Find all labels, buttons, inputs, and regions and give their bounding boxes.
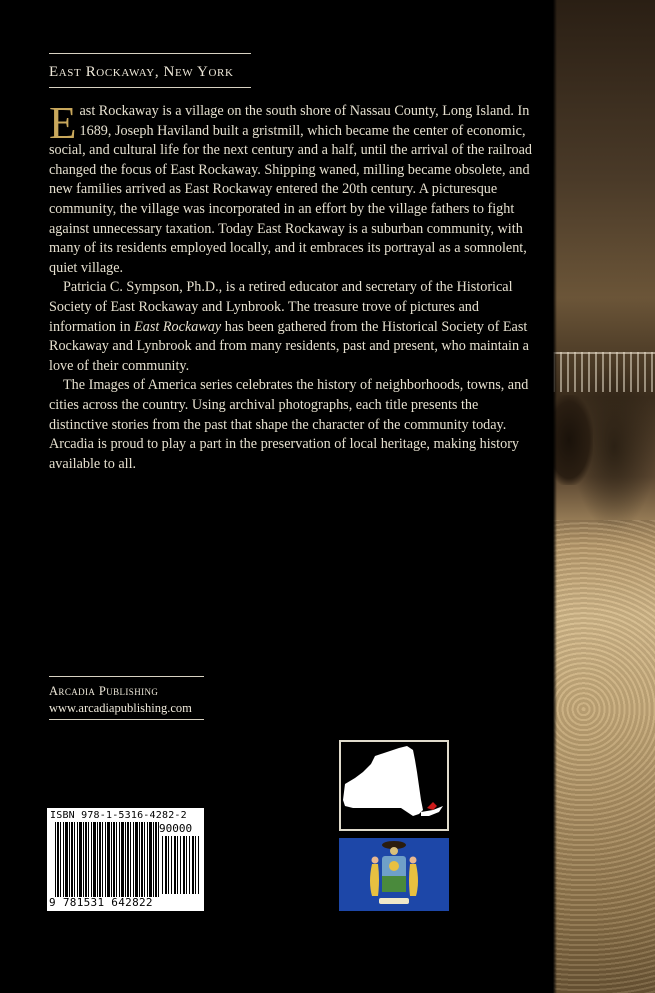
- publisher-name: Arcadia Publishing: [49, 684, 159, 698]
- photo-fence: [553, 352, 655, 392]
- barcode-digits: 9 781531 642822: [49, 896, 153, 909]
- paragraph-intro: [49, 98, 539, 278]
- page-title: East Rockaway, New York: [49, 64, 234, 80]
- new-york-state-flag-icon: [339, 838, 449, 911]
- publisher-rule-bottom: [49, 719, 204, 720]
- state-flag-box: [339, 838, 449, 911]
- photo-road: [553, 520, 655, 993]
- drop-cap: E: [49, 98, 77, 148]
- paragraph-author-text-a: Patricia C. Sympson, Ph.D., is a retired educator and secretary of the Historical Society of East Rockaway and Lynbrook. The treasure trove of pictures and information in: [49, 279, 513, 335]
- state-map-box: [339, 740, 449, 831]
- paragraph-author: [49, 278, 539, 376]
- paragraph-series: The Images of America series celebrates the history of neighborhoods, towns, and cities across the country. Using archival photographs, each title presents the distinctive stories from the past that shape the character of the community today. Arcadia is proud to play a part in the preservation of local heritage, making history available to all.: [49, 377, 529, 472]
- photo-figure: [553, 395, 593, 485]
- title-rule-bottom: [49, 87, 251, 88]
- isbn-barcode: [47, 808, 204, 911]
- photo-edge-shadow: [553, 0, 557, 993]
- title-rule-top: [49, 53, 251, 54]
- publisher-block: [49, 683, 192, 717]
- book-title-italic: East Rockaway: [134, 318, 222, 335]
- price-barcode-bars: [162, 836, 201, 894]
- cover-photo-strip: [553, 0, 655, 993]
- price-code: 90000: [159, 822, 193, 835]
- paragraph-intro-text: ast Rockaway is a village on the south shore of Nassau County, Long Island. In 1689, Joseph Haviland built a gristmill, which became the center of economic, social, and cultural life for the next century and a half, until the arrival of the railroad changed the focus of East Rockaway. Shipping waned, milling became obsolete, and new families arrived as East Rockaway entered the 20th century. A picturesque community, the village was incorporated in an effort by the village fathers to fight against unnecessary taxation. Today East Rockaway is a suburban community, with many of its residents employed locally, and it embraces its portrayal as a somnolent, quiet village.: [49, 103, 532, 276]
- paragraph-author-text-b: has been gathered from the Historical Society of East Rockaway and Lynbrook and from many residents, past and present, who maintain a love of their community.: [49, 318, 529, 374]
- publisher-rule-top: [49, 676, 204, 677]
- isbn-text: ISBN 978-1-5316-4282-2: [50, 810, 187, 821]
- barcode-bars: [55, 822, 159, 897]
- back-cover-text: [49, 98, 539, 474]
- new-york-state-map-icon: [341, 742, 447, 829]
- publisher-url[interactable]: www.arcadiapublishing.com: [49, 701, 192, 715]
